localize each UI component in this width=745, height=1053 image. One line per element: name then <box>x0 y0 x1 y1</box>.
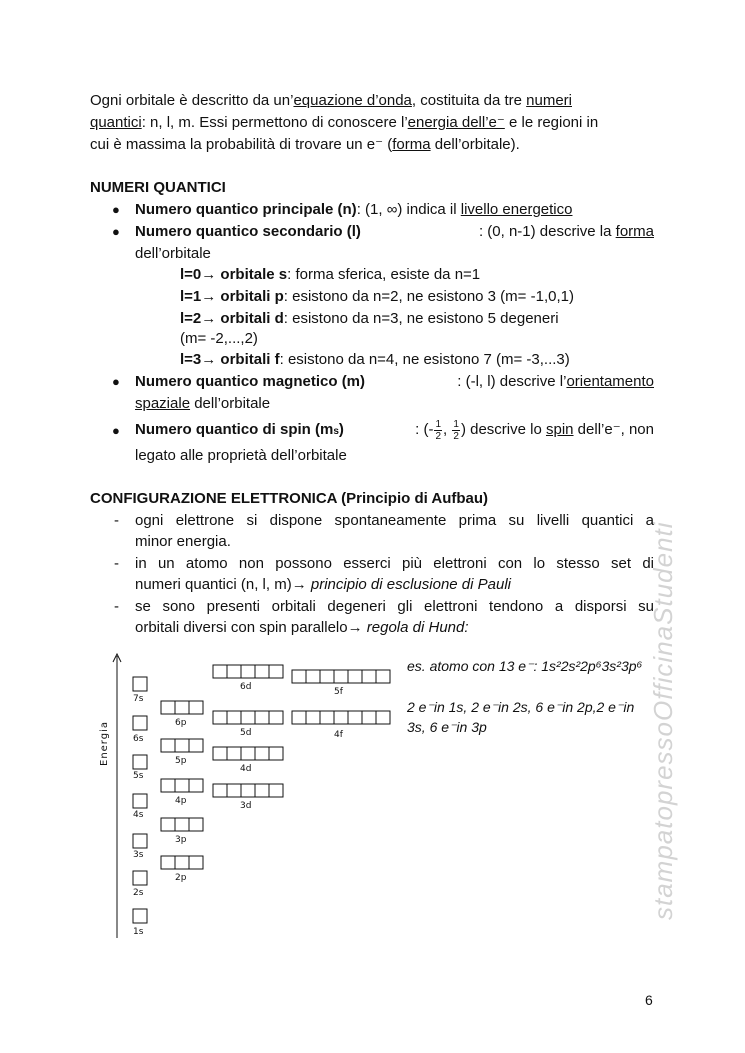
bullet-underline: forma <box>615 223 654 240</box>
sub-text: : forma sferica, esiste da n=1 <box>287 266 481 283</box>
bullet-text: , <box>443 421 452 438</box>
dash-marker: - <box>114 598 119 615</box>
bullet-text-wrap <box>479 221 654 242</box>
orbital-label: 3p <box>175 835 187 845</box>
sub-bold: l=1→ orbitali p <box>180 288 284 305</box>
orbital-box <box>241 711 255 724</box>
orbital-1s <box>133 909 147 937</box>
page-number: 6 <box>645 992 653 1008</box>
dash-item-1-line-1: ogni elettrone si dispone spontaneamente prima su livelli quantici a <box>135 512 654 529</box>
sub-text: : esistono da n=2, ne esistono 3 (m= -1,0,1) <box>283 288 574 305</box>
bullet-text: : (-l, l) descrive l’ <box>457 373 567 390</box>
orbital-label: 6s <box>133 734 144 744</box>
orbital-7s <box>133 677 147 704</box>
bullet-bold: Numero quantico di spin (m <box>135 421 334 438</box>
bullet-spin-line-2: legato alle proprietà dell’orbitale <box>135 447 347 464</box>
example-line-2: 2 e⁻in 1s, 2 e⁻in 2s, 6 e⁻in 2p,2 e⁻in <box>407 699 635 715</box>
watermark: stampatopressoOfficinaStudenti <box>648 521 678 920</box>
orbital-box <box>306 711 320 724</box>
bullet-bold: Numero quantico magnetico (m) <box>135 373 366 390</box>
orbital-label: 4f <box>334 730 343 740</box>
orbital-box <box>161 739 175 752</box>
fraction-denominator: 2 <box>435 430 442 442</box>
orbital-box <box>269 784 283 797</box>
orbital-box <box>213 711 227 724</box>
orbital-box <box>175 739 189 752</box>
orbital-box <box>189 856 203 869</box>
orbital-box <box>241 747 255 760</box>
orbital-box <box>161 779 175 792</box>
orbital-box <box>175 701 189 714</box>
orbital-box <box>213 784 227 797</box>
intro-underline: equazione d’onda <box>293 92 412 109</box>
dash-item-3-line-1: se sono presenti orbitali degeneri gli elettroni tendono a disporsi su <box>135 598 654 615</box>
orbital-2p <box>161 856 203 883</box>
orbital-box <box>376 711 390 724</box>
fraction-denominator: 2 <box>453 430 459 442</box>
orbital-box <box>269 747 283 760</box>
orbital-box <box>133 834 147 848</box>
intro-text: dell’orbitale). <box>430 136 520 153</box>
bullet-dot: ● <box>112 202 120 217</box>
sub-item-d-cont <box>180 328 258 349</box>
orbital-box <box>241 784 255 797</box>
orbital-5p <box>161 739 203 766</box>
orbital-box <box>255 711 269 724</box>
orbital-4f <box>292 711 390 740</box>
orbital-3d <box>213 784 283 811</box>
orbital-box <box>320 670 334 683</box>
sub-bold: l=3→ orbitali f <box>180 351 280 368</box>
bullet-magnetic-line-2 <box>135 393 270 414</box>
sub-item-p <box>180 286 574 307</box>
orbital-box <box>213 747 227 760</box>
orbital-4s <box>133 794 147 820</box>
intro-text: Ogni orbitale è descritto da un’ <box>90 92 294 109</box>
orbital-6p <box>161 701 203 728</box>
orbital-box <box>161 856 175 869</box>
dash-item-1-line-2: minor energia. <box>135 533 231 550</box>
orbital-box <box>292 711 306 724</box>
orbital-box <box>189 739 203 752</box>
sub-bold: l=0→ orbitale s <box>180 266 288 283</box>
bullet-secondary-line-2: dell’orbitale <box>135 245 211 262</box>
orbital-box <box>334 670 348 683</box>
dash-item-2-line-2 <box>135 574 511 595</box>
orbital-label: 3s <box>133 850 144 860</box>
orbital-box <box>255 747 269 760</box>
bullet-text: dell’orbitale <box>190 395 271 412</box>
bullet-underline: livello energetico <box>460 201 573 218</box>
orbital-label: 4d <box>240 764 252 774</box>
bullet-dot: ● <box>112 374 120 389</box>
dash-text: orbitali diversi con spin parallelo→ <box>135 619 367 636</box>
bullet-text: : (- <box>415 421 434 438</box>
sub-bold: l=2→ orbitali d <box>180 310 284 327</box>
orbital-label: 2p <box>175 873 187 883</box>
orbital-box <box>362 670 376 683</box>
section-heading-quantum: NUMERI QUANTICI <box>90 179 226 196</box>
orbital-box <box>241 665 255 678</box>
energy-axis-label: Energia <box>99 721 110 766</box>
orbital-label: 5p <box>175 756 187 766</box>
bullet-principal <box>135 199 572 220</box>
orbital-box <box>227 784 241 797</box>
bullet-text-wrap <box>457 371 654 392</box>
orbital-box <box>348 711 362 724</box>
orbital-label: 5d <box>240 728 252 738</box>
bullet-underline: spin <box>545 421 574 438</box>
bullet-dot: ● <box>112 423 120 438</box>
orbital-box <box>320 711 334 724</box>
orbital-6d <box>213 665 283 692</box>
fraction-half <box>434 419 442 442</box>
orbital-label: 1s <box>133 927 144 937</box>
orbital-box <box>269 711 283 724</box>
orbital-label: 5f <box>334 687 343 697</box>
bullet-text: ) descrive lo <box>460 421 546 438</box>
sub-item-s <box>180 264 480 285</box>
example-line-1: es. atomo con 13 e⁻: 1s²2s²2p⁶3s²3p⁶ <box>407 658 643 674</box>
bullet-underline: orientamento <box>566 373 654 390</box>
orbital-5s <box>133 755 147 781</box>
orbital-box <box>269 665 283 678</box>
orbital-box <box>376 670 390 683</box>
orbital-box <box>227 747 241 760</box>
orbital-box <box>189 779 203 792</box>
orbital-box <box>175 818 189 831</box>
fraction-half <box>452 419 460 442</box>
bullet-magnetic <box>135 371 654 392</box>
orbital-box <box>255 665 269 678</box>
bullet-bold-sub: s <box>333 426 339 437</box>
orbital-4p <box>161 779 203 806</box>
orbital-box <box>133 871 147 885</box>
bullet-bold-wrap <box>135 371 365 392</box>
orbital-box <box>348 670 362 683</box>
dash-marker: - <box>114 555 119 572</box>
fraction-numerator: 1 <box>435 418 442 430</box>
bullet-text: dell’e⁻, non <box>573 421 654 438</box>
dash-item-3-line-2 <box>135 617 469 638</box>
orbital-label: 6p <box>175 718 187 728</box>
orbital-label: 5s <box>133 771 144 781</box>
dash-text: numeri quantici (n, l, m)→ <box>135 576 311 593</box>
bullet-bold: ) <box>338 421 344 438</box>
orbital-box <box>133 755 147 769</box>
orbital-box <box>175 779 189 792</box>
intro-text: , costituita da tre <box>411 92 527 109</box>
orbital-box <box>362 711 376 724</box>
dash-item-2-line-1: in un atomo non possono esserci più elettroni con lo stesso set di <box>135 555 654 572</box>
intro-text: e le regioni in <box>504 114 599 131</box>
intro-underline: numeri <box>526 92 572 109</box>
bullet-bold-wrap <box>135 416 344 446</box>
orbital-5d <box>213 711 283 738</box>
orbital-label: 4s <box>133 810 144 820</box>
sub-item-d <box>180 308 559 329</box>
orbital-box <box>189 701 203 714</box>
orbital-box <box>334 711 348 724</box>
orbital-box <box>133 716 147 730</box>
bullet-bold: Numero quantico principale (n) <box>135 201 357 218</box>
orbital-box <box>133 794 147 808</box>
dash-italic: principio di esclusione di Pauli <box>310 576 512 593</box>
orbital-box <box>213 665 227 678</box>
orbital-3s <box>133 834 147 860</box>
bullet-bold: Numero quantico secondario (l) <box>135 223 361 240</box>
orbital-box <box>292 670 306 683</box>
intro-line-2 <box>90 112 598 133</box>
orbital-2s <box>133 871 147 898</box>
orbital-box <box>161 818 175 831</box>
dash-marker: - <box>114 512 119 529</box>
section-heading-config: CONFIGURAZIONE ELETTRONICA (Principio di Aufbau) <box>90 490 489 507</box>
orbital-5f <box>292 670 390 697</box>
orbital-box <box>227 665 241 678</box>
bullet-secondary <box>135 221 654 242</box>
orbital-box <box>255 784 269 797</box>
sub-item-f <box>180 349 570 370</box>
orbital-6s <box>133 716 147 744</box>
sub-text: (m= -2,...,2) <box>180 330 258 347</box>
intro-underline: quantici <box>90 114 142 131</box>
energy-level-diagram <box>85 648 405 943</box>
example-line-3: 3s, 6 e⁻in 3p <box>407 719 487 735</box>
bullet-text-wrap <box>415 416 654 446</box>
intro-line-3 <box>90 134 520 155</box>
bullet-text: : (1, ∞) indica il <box>356 201 461 218</box>
bullet-dot: ● <box>112 224 120 239</box>
intro-underline: energia dell’e⁻ <box>407 114 505 131</box>
bullet-underline: spaziale <box>135 395 191 412</box>
orbital-4d <box>213 747 283 774</box>
orbital-box <box>189 818 203 831</box>
orbital-box <box>175 856 189 869</box>
orbital-box <box>227 711 241 724</box>
intro-line-1 <box>90 90 572 111</box>
orbital-3p <box>161 818 203 845</box>
orbital-label: 3d <box>240 801 252 811</box>
orbital-box <box>133 909 147 923</box>
orbital-label: 7s <box>133 694 144 704</box>
orbital-label: 4p <box>175 796 187 806</box>
intro-text: cui è massima la probabilità di trovare un e⁻ ( <box>90 136 393 153</box>
bullet-text: : (0, n-1) descrive la <box>478 223 616 240</box>
dash-italic: regola di Hund: <box>366 619 469 636</box>
orbital-box <box>306 670 320 683</box>
sub-text: : esistono da n=3, ne esistono 5 degeneri <box>283 310 559 327</box>
sub-text: : esistono da n=4, ne esistono 7 (m= -3,...3) <box>279 351 570 368</box>
orbital-label: 2s <box>133 888 144 898</box>
bullet-spin <box>135 416 654 446</box>
orbital-box <box>161 701 175 714</box>
orbital-box <box>133 677 147 691</box>
bullet-bold-wrap <box>135 221 361 242</box>
intro-text: : n, l, m. Essi permettono di conoscere l’ <box>141 114 408 131</box>
intro-underline: forma <box>392 136 431 153</box>
orbital-label: 6d <box>240 682 252 692</box>
fraction-numerator: 1 <box>453 418 459 430</box>
